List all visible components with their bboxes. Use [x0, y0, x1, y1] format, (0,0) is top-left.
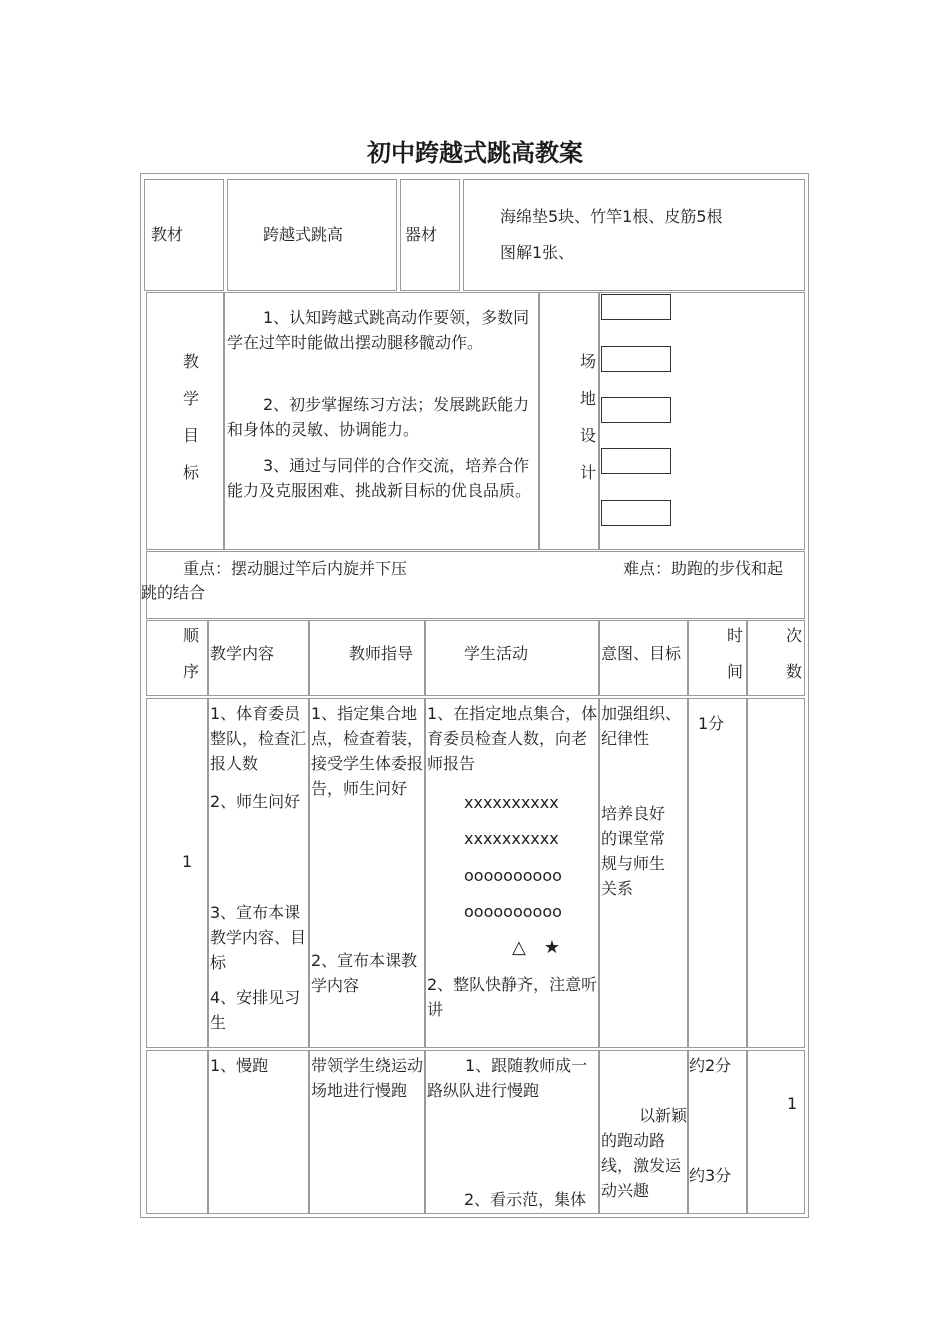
- row1-content-item: 2、师生问好: [210, 792, 301, 811]
- difficulty-continued: 跳的结合: [141, 583, 206, 602]
- objective-item: 1、认知跨越式跳高动作要领，多数同学在过竿时能做出摆动腿移髋动作。: [227, 308, 530, 352]
- header-intent: 意图、目标: [601, 644, 682, 663]
- header-count-cell: [747, 620, 805, 696]
- difficulty: 难点：助跑的步伐和起: [623, 559, 784, 578]
- row1-student-item: 2、整队快静齐，注意听讲: [427, 975, 598, 1019]
- row1-intent-item: 培养良好的课堂常规与师生关系: [601, 804, 666, 898]
- material-value: 跨越式跳高: [263, 225, 344, 244]
- row1-content-item: 1、体育委员整队，检查汇报人数: [210, 704, 307, 773]
- row2-student-item: 2、看示范，集体: [464, 1190, 587, 1209]
- row2-content-item: 1、慢跑: [210, 1056, 269, 1075]
- field-design-cell: [599, 292, 805, 550]
- field-label-char: 计: [579, 463, 596, 482]
- mat-diagram: [601, 500, 671, 526]
- header-teacher-cell: [309, 620, 425, 696]
- material-label-cell: [144, 179, 224, 291]
- material-label: 教材: [151, 225, 184, 244]
- row1-order-cell: [146, 698, 208, 1048]
- header-order: 顺: [183, 626, 200, 645]
- equipment-value-cell: [463, 179, 805, 291]
- row2-intent-item: 以新颖的跑动路线，激发运动兴趣: [601, 1106, 688, 1200]
- row2-count-cell: [747, 1050, 805, 1214]
- header-student: 学生活动: [464, 644, 529, 663]
- row2-count: 1: [787, 1094, 798, 1113]
- field-label-cell: [539, 292, 599, 550]
- header-student-cell: [425, 620, 599, 696]
- header-order: 序: [183, 662, 200, 681]
- row2-student-cell: [425, 1050, 599, 1214]
- row1-teacher-item: 2、宣布本课教学内容: [311, 951, 418, 995]
- header-order-cell: [146, 620, 208, 696]
- row1-teacher-cell: [309, 698, 425, 1048]
- row1-time: 1分: [698, 714, 725, 733]
- header-teacher: 教师指导: [349, 644, 414, 663]
- header-content: 教学内容: [210, 644, 275, 663]
- mat-diagram: [601, 346, 671, 372]
- equipment-label: 器材: [405, 225, 438, 244]
- mat-diagram: [601, 448, 671, 474]
- row1-student-item: 1、在指定地点集合，体育委员检查人数，向老师报告: [427, 704, 598, 773]
- row1-student-cell: [425, 698, 599, 1048]
- row1-intent-cell: [599, 698, 688, 1048]
- objectives-label-char: 教: [182, 352, 199, 371]
- header-count: 数: [786, 662, 803, 681]
- material-value-cell: [227, 179, 397, 291]
- row1-content-cell: [208, 698, 309, 1048]
- row1-content-item: 3、宣布本课教学内容、目标: [210, 903, 307, 972]
- header-count: 次: [786, 626, 803, 645]
- row2-order-cell: [146, 1050, 208, 1214]
- row2-content-cell: [208, 1050, 309, 1214]
- header-content-cell: [208, 620, 309, 696]
- row2-time: 约3分: [689, 1166, 732, 1185]
- equipment-line-2: 图解1张、: [500, 243, 575, 262]
- header-time: 时: [727, 626, 744, 645]
- row2-time: 约2分: [689, 1056, 732, 1075]
- field-label-char: 场: [579, 352, 596, 371]
- row1-time-cell: [688, 698, 747, 1048]
- objectives-label-char: 目: [182, 426, 199, 445]
- field-label-char: 设: [579, 426, 596, 445]
- row2-teacher-cell: [309, 1050, 425, 1214]
- equipment-line-1: 海绵垫5块、竹竿1根、皮筋5根: [500, 207, 723, 226]
- formation-symbols: △ ★: [512, 937, 560, 958]
- objectives-label-cell: [146, 292, 224, 550]
- row1-teacher-item: 1、指定集合地点，检查着装，接受学生体委报告，师生问好: [311, 704, 424, 798]
- objective-item: 3、通过与同伴的合作交流，培养合作能力及克服困难、挑战新目标的优良品质。: [227, 456, 532, 500]
- objectives-label-char: 学: [182, 389, 199, 408]
- formation-row: oooooooooo: [464, 866, 562, 885]
- formation-row: oooooooooo: [464, 902, 562, 921]
- row2-time-cell: [688, 1050, 747, 1214]
- row1-count-cell: [747, 698, 805, 1048]
- row1-intent-item: 加强组织、纪律性: [601, 704, 682, 748]
- formation-row: xxxxxxxxxx: [464, 829, 559, 848]
- field-label-char: 地: [579, 389, 596, 408]
- header-time-cell: [688, 620, 747, 696]
- focus-cell: [146, 551, 805, 619]
- lesson-plan-table: [140, 173, 809, 1218]
- row2-teacher-item: 带领学生绕运动场地进行慢跑: [311, 1056, 424, 1100]
- row2-student-item: 1、跟随教师成一路纵队进行慢跑: [427, 1056, 588, 1100]
- objectives-label-char: 标: [182, 463, 199, 482]
- page-title: 初中跨越式跳高教案: [367, 138, 583, 167]
- row2-intent-cell: [599, 1050, 688, 1214]
- header-intent-cell: [599, 620, 688, 696]
- row1-order: 1: [182, 852, 193, 871]
- objectives-content-cell: [224, 292, 539, 550]
- header-time: 间: [727, 662, 744, 681]
- mat-diagram: [601, 294, 671, 320]
- row1-content-item: 4、安排见习生: [210, 988, 301, 1032]
- key-point: 重点：摆动腿过竿后内旋并下压: [183, 559, 408, 578]
- objective-item: 2、初步掌握练习方法；发展跳跃能力和身体的灵敏、协调能力。: [227, 395, 530, 439]
- formation-row: xxxxxxxxxx: [464, 793, 559, 812]
- equipment-label-cell: [400, 179, 460, 291]
- mat-diagram: [601, 397, 671, 423]
